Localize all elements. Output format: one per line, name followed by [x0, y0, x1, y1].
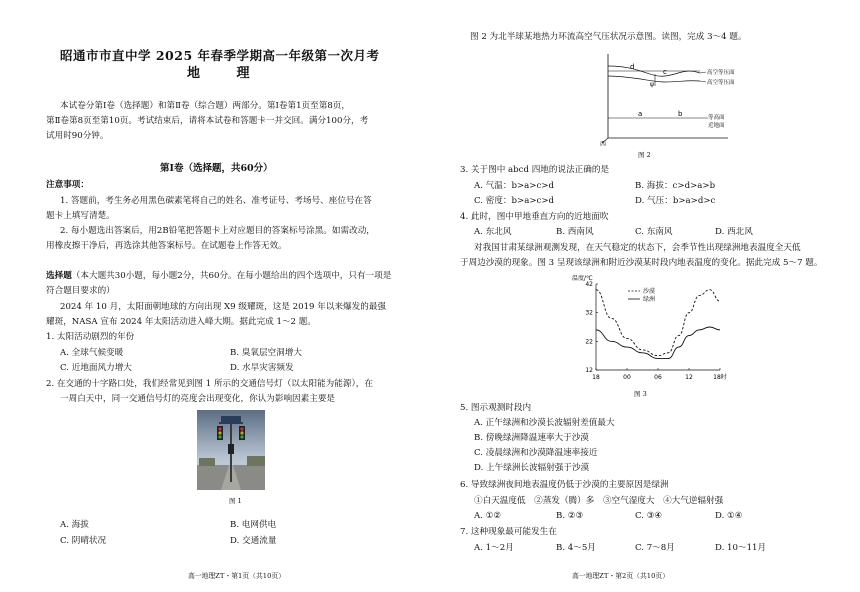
q2-line-2: 一周白天中，同一交通信号灯的亮度会出现变化，你认为影响因素主要是	[60, 394, 336, 404]
figure-2-caption: 图 2	[638, 151, 651, 159]
q2-option-d: D. 交通流量	[230, 536, 277, 546]
q5-option-b: B. 傍晚绿洲降温速率大于沙漠	[474, 433, 589, 443]
legend-label-desert: 沙漠	[643, 288, 656, 295]
q3-option-c: C. 密度：b>a>c>d	[474, 196, 555, 206]
x-tick-label-1: 00	[623, 374, 631, 381]
q4-option-c: C. 东南风	[635, 227, 673, 237]
q6-items: ①白天温度低 ②蒸发（腾）多 ③空气湿度大 ④大气逆辐射强	[474, 496, 724, 506]
y-tick-label-0: 12	[585, 367, 593, 374]
intro-line-3: 试用时90分钟。	[46, 131, 109, 141]
intro-line-2: 第Ⅱ卷第8页至第10页。考试结束后，请将本试卷和答题卡一并交回。满分100分，考	[46, 116, 369, 126]
legend-label-oasis: 绿洲	[643, 296, 656, 303]
choice-title: 选择题	[46, 271, 72, 281]
chart-svg	[570, 270, 730, 388]
fig2-point-b: b	[678, 110, 683, 118]
figure-2-thermal-circulation	[600, 46, 736, 146]
q5-option-d: D. 上午绿洲长波辐射强于沙漠	[474, 463, 590, 473]
intro-line-1: 本试卷分第Ⅰ卷（选择题）和第Ⅱ卷（综合题）两部分。第Ⅰ卷第1页至第8页，	[60, 101, 350, 111]
note-line-3: 2. 每小题选出答案后，用2B铅笔把答题卡上对应题目的答案标号涂黑。如需改动，	[60, 226, 375, 236]
note-line-1: 1. 答题前，考生务必用黑色碳素笔将自己的姓名、准考证号、考场号、座位号在答	[60, 196, 372, 206]
footer-page-1: 高一地理ZT・第1页（共10页）	[188, 572, 285, 580]
note-line-4: 用橡皮擦干净后，再选涂其他答案标号。在试题卷上作答无效。	[46, 241, 287, 251]
figure-3-temperature-chart	[570, 270, 730, 388]
choice-desc-2: 符合题目要求的）	[46, 286, 115, 296]
q5-option-a: A. 正午绿洲和沙漠长波辐射差值最大	[474, 418, 615, 428]
q6-option-a: A. ①②	[474, 511, 502, 521]
q3-option-d: D. 气压：b>a>d>c	[635, 196, 716, 206]
q1-option-c: C. 近地面风力增大	[60, 363, 132, 373]
q4-option-b: B. 西南风	[556, 227, 594, 237]
section-1-title: 第Ⅰ卷（选择题，共60分）	[160, 163, 273, 174]
fig2-point-d: d	[630, 63, 635, 71]
fig2-label-upper-2: 高空等压面	[707, 80, 735, 86]
q5-option-c: C. 凌晨绿洲和沙漠降温速率接近	[474, 448, 598, 458]
q7-option-a: A. 1～2月	[474, 543, 514, 553]
q6-option-c: C. ③④	[635, 511, 663, 521]
q1-option-b: B. 臭氧层空洞增大	[230, 348, 302, 358]
q3-option-b: B. 海拔：c>d>a>b	[635, 181, 716, 191]
y-tick-label-3: 42	[585, 281, 593, 288]
note-line-2: 题卡上填写清楚。	[46, 211, 115, 221]
fig2-point-c: c	[663, 68, 667, 76]
q2-option-a: A. 海拔	[60, 520, 89, 530]
fig2-psi-label: ψ	[650, 81, 654, 88]
notes-title: 注意事项：	[46, 180, 89, 190]
x-tick-label-3: 12	[685, 374, 693, 381]
q7-stem: 7. 这种现象最可能发生在	[460, 527, 557, 537]
q6-stem: 6. 导致绿洲夜间地表温度仍低于沙漠的主要原因是绿洲	[460, 480, 669, 490]
fig2-intro: 图 2 为北半球某地热力环流高空气压状况示意图。读图，完成 3～4 题。	[470, 32, 747, 42]
passage3-line-1: 对我国甘肃某绿洲观测发现，在天气稳定的状态下，会季节性出现绿洲地表温度全天低	[474, 243, 801, 253]
q3-stem: 3. 关于图中 abcd 四地的说法正确的是	[460, 165, 610, 175]
q2-option-b: B. 电网供电	[230, 520, 277, 530]
fig2-label-ground: 近地面	[708, 123, 725, 129]
q7-option-d: D. 10～11月	[715, 543, 767, 553]
subject-title: 地 理	[187, 66, 266, 81]
exam-title: 昭通市市直中学 2025 年春季学期高一年级第一次月考	[60, 48, 380, 63]
q2-line-1: 2. 在交通的十字路口处，我们经常见到图 1 所示的交通信号灯（以太阳能为能源），在	[46, 379, 373, 389]
q1-option-a: A. 全球气候变暖	[60, 348, 124, 358]
series-line-0	[596, 290, 720, 356]
q1-option-d: D. 水旱灾害频发	[230, 363, 294, 373]
y-tick-label-2: 32	[585, 309, 593, 317]
footer-page-2: 高一地理ZT・第2页（共10页）	[572, 572, 669, 580]
fig2-label-upper-1: 高空等压面	[707, 70, 735, 76]
q4-option-a: A. 东北风	[474, 227, 512, 237]
right-page	[430, 0, 860, 592]
q2-option-c: C. 阴晴状况	[60, 536, 107, 546]
q3-option-a: A. 气温：b>a>c>d	[474, 181, 554, 191]
q4-option-d: D. 西北风	[715, 227, 753, 237]
passage1-line-2: 耀斑，NASA 宣布 2024 年太阳活动进入峰大期。据此完成 1～2 题。	[46, 317, 316, 327]
fig2-isobar-lower	[608, 76, 700, 82]
q7-option-c: C. 7～8月	[635, 543, 675, 553]
q4-stem: 4. 此时，图中甲地垂直方向的近地面吹	[460, 212, 609, 222]
figure-1-traffic-light-photo	[197, 410, 265, 490]
x-tick-label-2: 06	[654, 374, 662, 381]
q7-option-b: B. 4～5月	[556, 543, 596, 553]
figure-1-caption: 图 1	[229, 497, 242, 505]
q6-option-d: D. ①④	[715, 511, 743, 521]
fig2-point-a: a	[638, 110, 643, 118]
fig2-label-level: 等高面	[708, 115, 725, 121]
q6-option-b: B. ②③	[556, 511, 584, 521]
fig2-west-label: 西	[600, 141, 607, 146]
passage3-line-2: 于周边沙漠的现象。图 3 呈现该绿洲和附近沙漠某时段内地表温度的变化。据此完成 5～7 题。	[460, 258, 823, 268]
series-line-1	[596, 327, 720, 359]
q1-stem: 1. 太阳活动剧烈的年份	[46, 332, 135, 342]
figure-3-caption: 图 3	[634, 390, 647, 398]
passage1-line-1: 2024 年 10 月，太阳面朝地球的方向出现 X9 级耀斑，这是 2019 年以来爆发的最强	[60, 302, 387, 312]
q5-stem: 5. 图示观测时段内	[460, 403, 532, 413]
chart-ylabel: 温度/℃	[572, 275, 593, 282]
x-tick-label-0: 18	[592, 374, 600, 381]
choice-desc: （本大题共30小题，每小题2分，共60分。在每小题给出的四个选项中，只有一项是	[71, 271, 392, 281]
choice-header	[46, 271, 391, 282]
chart-series	[596, 290, 720, 359]
x-tick-label-4: 18时	[713, 374, 727, 381]
y-tick-label-1: 22	[585, 338, 593, 346]
